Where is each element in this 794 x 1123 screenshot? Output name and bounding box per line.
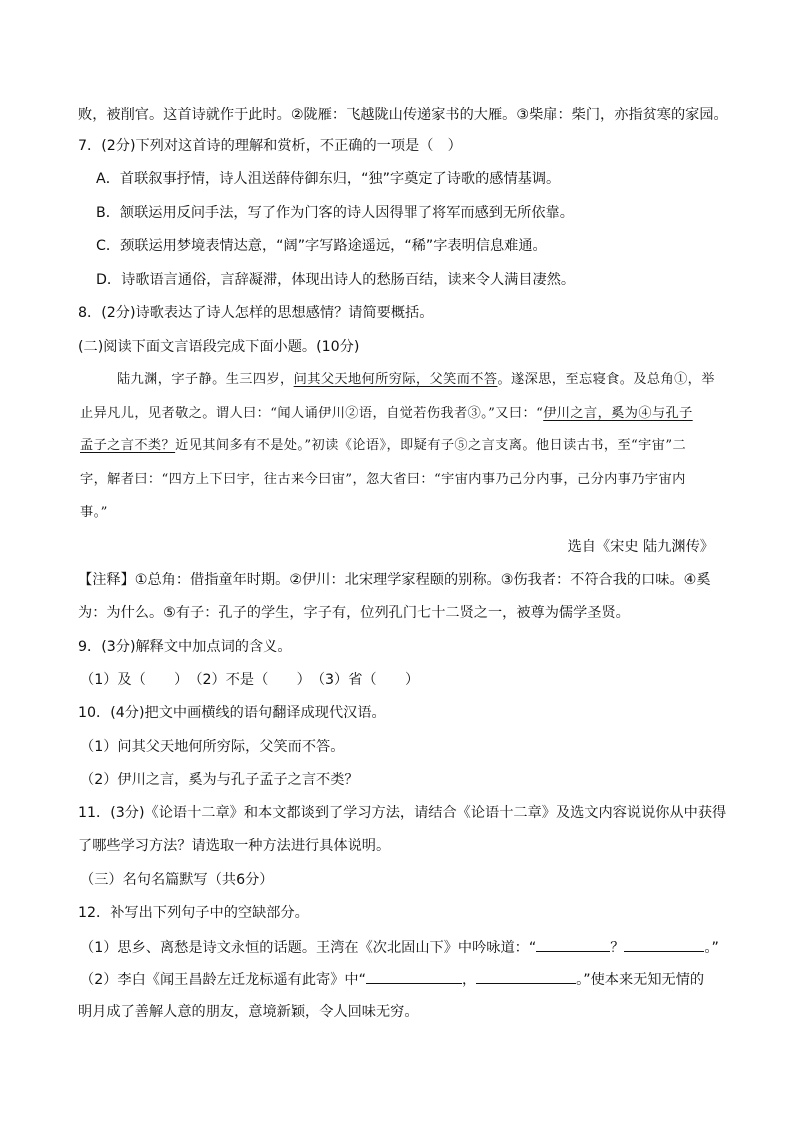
underlined-sentence-2-part-1: 伊川之言，奚为④与孔子 — [543, 406, 693, 421]
question-9-items: （1）及（ ） （2）不是（ ） （3）省（ ） — [80, 672, 420, 688]
underlined-sentence-2-part-2: 孟子之言不类？ — [80, 438, 176, 453]
question-7-option-d: D．诗歌语言通俗，言辞凝滞，体现出诗人的愁肠百结，读来令人满目凄然。 — [96, 272, 576, 288]
question-12-stem: 12．补写出下列句子中的空缺部分。 — [78, 905, 309, 921]
underlined-sentence-1: 问其父天地何所穷际，父笑而不答 — [293, 372, 498, 387]
fill-blank[interactable] — [366, 969, 462, 984]
fill-blank[interactable] — [624, 937, 704, 952]
question-8: 8．(2分)诗歌表达了诗人怎样的思想感情？请简要概括。 — [78, 305, 434, 321]
question-10-item-2: （2）伊川之言，奚为与孔子孟子之言不类？ — [80, 772, 359, 788]
question-7-option-a: A．首联叙事抒情，诗人沮送薛侍御东归，“独”字奠定了诗歌的感情基调。 — [96, 171, 561, 187]
fill-blank[interactable] — [536, 937, 610, 952]
passage-line-1: 陆九渊，字子静。生三四岁，问其父天地何所穷际，父笑而不答。遂深思，至忘寝食。及总角①，举 — [117, 372, 715, 387]
question-10-item-1: （1）问其父天地何所穷际，父笑而不答。 — [80, 739, 345, 755]
question-11-line-2: 了哪些学习方法？请选取一种方法进行具体说明。 — [78, 838, 391, 854]
question-10-stem: 10．(4分)把文中画横线的语句翻译成现代汉语。 — [78, 705, 386, 721]
section-2-heading: (二)阅读下面文言语段完成下面小题。(10分) — [78, 339, 360, 355]
question-12-item-1: （1）思乡、离愁是诗文永恒的话题。王湾在《次北固山下》中吟咏道：“ ？ 。” — [80, 937, 719, 958]
passage-source: 选自《宋史 陆九渊传》 — [567, 539, 714, 555]
annotation-line-1: 【注释】①总角：借指童年时期。②伊川：北宋理学家程颐的别称。③伤我者：不符合我的口味。④奚 — [78, 572, 711, 588]
question-11-line-1: 11．(3分)《论语十二章》和本文都谈到了学习方法，请结合《论语十二章》及选文内容说说你从中获得 — [78, 805, 727, 821]
passage-line-5: 事。” — [80, 505, 108, 520]
question-7-stem: 7．(2分)下列对这首诗的理解和赏析，不正确的一项是（ ） — [78, 138, 462, 154]
question-9-stem: 9．(3分)解释文中加点词的含义。 — [78, 639, 292, 655]
passage-line-3: 孟子之言不类？近见其间多有不是处。”初读《论语》，即疑有子⑤之言支离。他日读古书，至“宇宙”二 — [80, 438, 687, 453]
passage-line-2: 止异凡儿，见者敬之。谓人曰：“闻人诵伊川②语，自觉若伤我者③。”又曰：“伊川之言，奚为④与孔子 — [80, 406, 693, 421]
section-3-heading: （三）名句名篇默写（共6分） — [80, 872, 274, 888]
question-7-option-b: B．颔联运用反问手法，写了作为门客的诗人因得罪了将军而感到无所依靠。 — [96, 205, 574, 221]
intro-tail: 败，被削官。这首诗就作于此时。②陇雁：飞越陇山传递家书的大雁。③柴扉：柴门，亦指贫寒的家园。 — [78, 107, 728, 123]
question-7-option-c: C．颈联运用梦境表情达意，“阔”字写路途遥远，“稀”字表明信息难通。 — [96, 238, 547, 254]
question-12-item-2-continued: 明月成了善解人意的朋友，意境新颖，令人回味无穷。 — [78, 1004, 419, 1020]
question-12-item-2: （2）李白《闻王昌龄左迁龙标遥有此寄》中“ ， 。”使本来无知无情的 — [80, 969, 704, 990]
annotation-line-2: 为：为什么。⑤有子：孔子的学生，字子有，位列孔门七十二贤之一，被尊为儒学圣贤。 — [78, 605, 630, 621]
fill-blank[interactable] — [476, 969, 576, 984]
passage-line-4: 字，解者曰：“四方上下曰宇，往古来今曰宙”，忽大省曰：“宇宙内事乃己分内事，己分内事乃宇宙内 — [80, 472, 686, 487]
